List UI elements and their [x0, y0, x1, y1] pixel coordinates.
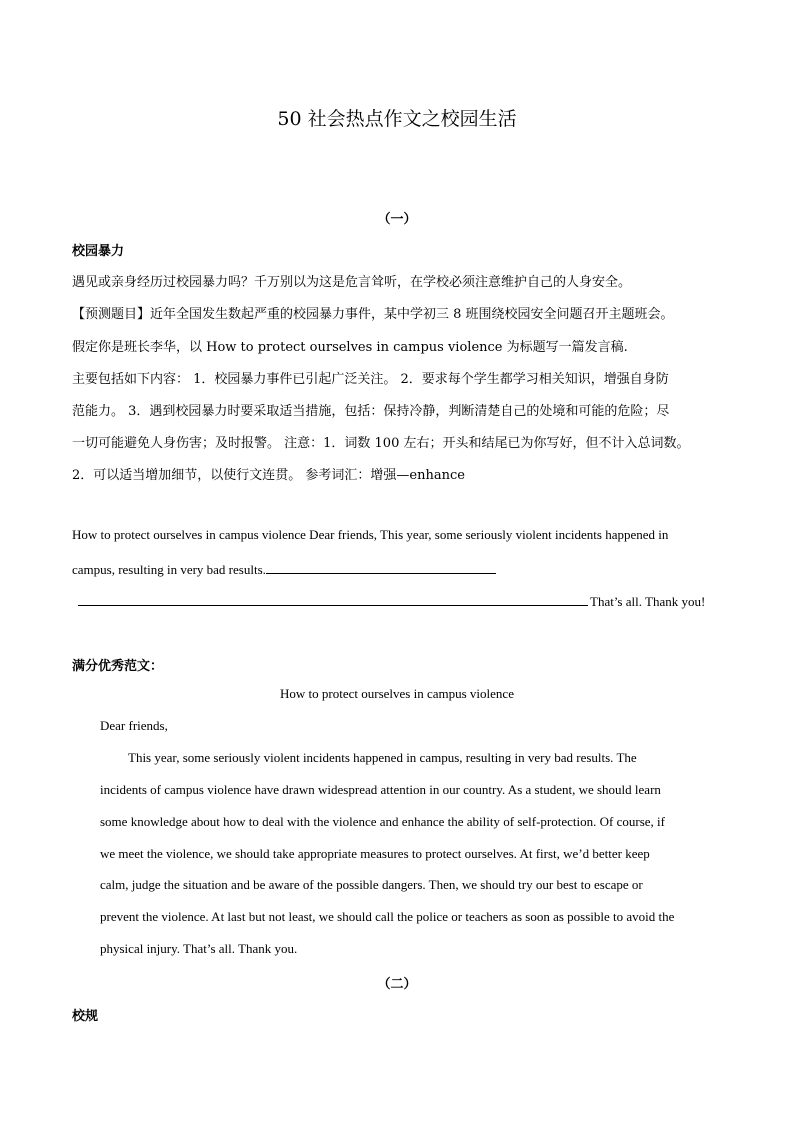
essay-line-6: prevent the violence. At last but not least, we should call the police or teachers as soon as possible to avoid the: [100, 909, 675, 924]
essay-title: How to protect ourselves in campus violence: [280, 686, 514, 701]
essay-line-3: some knowledge about how to deal with the violence and enhance the ability of self-protection. Of course, if: [100, 814, 665, 829]
essay-line-2: incidents of campus violence have drawn widespread attention in our country. As a student, we should learn: [100, 782, 661, 797]
essay-line-5: calm, judge the situation and be aware of the possible dangers. Then, we should try our best to escape or: [100, 877, 643, 892]
essay-line-7: physical injury. That’s all. Thank you.: [100, 941, 298, 956]
requirements-line-4: 2．可以适当增加细节，以使行文连贯。 参考词汇：增强—enhance: [72, 468, 465, 483]
essay-line-4: we meet the violence, we should take appropriate measures to protect ourselves. At first, we’d better keep: [100, 846, 650, 861]
essay-line-1: This year, some seriously violent incidents happened in campus, resulting in very bad results. The: [128, 750, 637, 765]
intro-line-1: 遇见或亲身经历过校园暴力吗？千万别以为这是危言耸听，在学校必须注意维护自己的人身安全。: [72, 275, 632, 290]
prompt-line-3: [78, 591, 705, 610]
page-title: 50 社会热点作文之校园生活: [277, 108, 517, 130]
requirements-line-3: 一切可能避免人身伤害；及时报警。 注意：1．词数 100 左右；开头和结尾已为你写好，但不计入总词数。: [72, 436, 690, 451]
section-heading-school-rules: 校规: [72, 1009, 99, 1024]
prompt-end: That’s all. Thank you!: [590, 594, 706, 609]
section-marker-2: （二）: [377, 977, 417, 992]
prediction-line: 【预测题目】近年全国发生数起严重的校园暴力事件，某中学初三 8 班围绕校园安全问题召开主题班会。: [72, 307, 674, 322]
section-heading-campus-violence: 校园暴力: [72, 244, 125, 259]
prompt-line-2-text: campus, resulting in very bad results.: [72, 562, 266, 577]
prompt-line-1: How to protect ourselves in campus violence Dear friends, This year, some seriously violent incidents happened in: [72, 527, 669, 542]
answer-blank-1[interactable]: [266, 559, 496, 574]
answer-blank-2[interactable]: [78, 591, 588, 606]
requirements-line-1: 主要包括如下内容： 1．校园暴力事件已引起广泛关注。 2．要求每个学生都学习相关知识，增强自身防: [72, 372, 669, 387]
task-line: 假定你是班长李华，以 How to protect ourselves in campus violence 为标题写一篇发言稿.: [72, 340, 628, 355]
requirements-line-2: 范能力。 3．遇到校园暴力时要采取适当措施，包括：保持冷静，判断清楚自己的处境和可能的危险；尽: [72, 404, 670, 419]
sample-heading: 满分优秀范文：: [72, 659, 164, 674]
prompt-line-2: [72, 559, 496, 578]
section-marker-1: （一）: [377, 212, 417, 227]
essay-greeting: Dear friends,: [100, 718, 168, 733]
